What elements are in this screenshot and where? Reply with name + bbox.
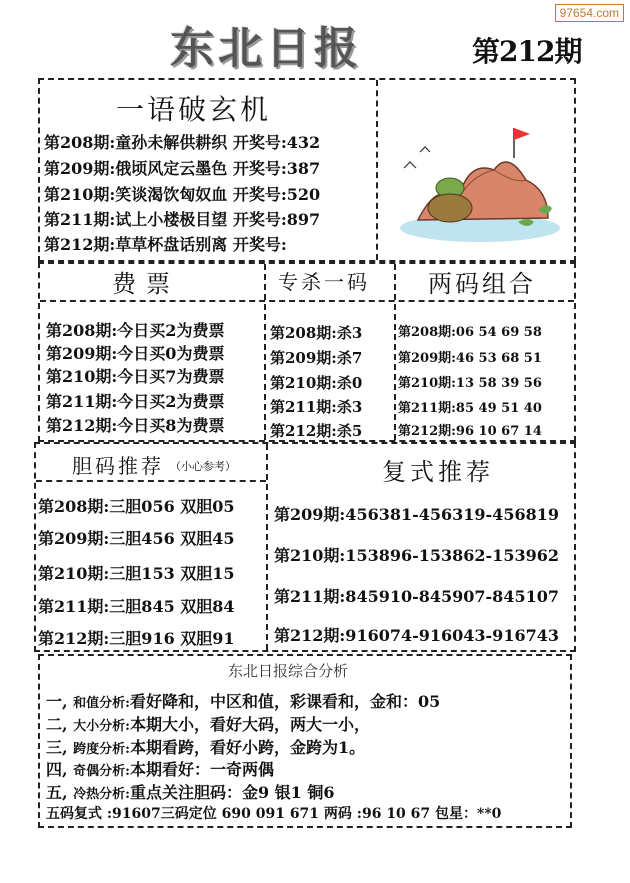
fee-ticket-line: 第210期:今日买7为费票 — [46, 367, 225, 386]
analysis-row — [46, 735, 365, 758]
two-code-line: 第208期:06 54 69 58 — [398, 325, 542, 340]
analysis-row — [46, 780, 335, 803]
section-divider — [264, 264, 266, 440]
analysis-row-text: 本期看跨，看好小跨，金跨为1。 — [129, 738, 366, 757]
dan-code-note: （小心参考） — [170, 460, 236, 473]
site-watermark[interactable]: 97654.com — [555, 4, 624, 22]
fee-ticket-title: 费票 — [112, 270, 180, 298]
analysis-row-prefix: 四, — [46, 760, 68, 779]
riddle-line: 第208期:童孙未解供耕织 开奖号:432 — [44, 133, 321, 152]
analysis-row-prefix: 一, — [46, 692, 68, 711]
two-code-line: 第209期:46 53 68 51 — [398, 351, 542, 366]
compound-title: 复式推荐 — [382, 458, 494, 486]
fee-ticket-line: 第211期:今日买2为费票 — [46, 392, 225, 411]
analysis-row-text: 本期看好：一奇两偶 — [129, 760, 274, 779]
dan-code-line: 第212期:三胆916 双胆91 — [38, 629, 235, 648]
analysis-row-label: 和值分析: — [73, 696, 130, 711]
kill-code-line: 第209期:杀7 — [270, 349, 363, 367]
issue-number: 第212期 — [472, 35, 582, 68]
dan-code-line: 第209期:三胆456 双胆45 — [38, 529, 235, 548]
riddle-title: 一语破玄机 — [116, 93, 272, 126]
kill-code-line: 第210期:杀0 — [270, 374, 363, 392]
analysis-row-label: 跨度分析: — [73, 742, 130, 757]
analysis-row-text: 重点关注胆码：金9 银1 铜6 — [129, 783, 335, 802]
fee-ticket-line: 第212期:今日买8为费票 — [46, 416, 225, 435]
compound-line: 第209期:456381-456319-456819 — [274, 505, 559, 524]
analysis-title: 东北日报综合分析 — [228, 662, 349, 680]
analysis-row-label: 冷热分析: — [73, 787, 130, 802]
two-code-line: 第212期:96 10 67 14 — [398, 424, 542, 439]
analysis-footer: 五码复式 :91607三码定位 690 091 671 两码 :96 10 67 包星：**0 — [46, 806, 502, 822]
riddle-line: 第209期:俄顷风定云墨色 开奖号:387 — [44, 159, 321, 178]
riddle-line: 第211期:试上小楼极目望 开奖号:897 — [44, 210, 321, 229]
two-code-line: 第210期:13 58 39 56 — [398, 376, 542, 391]
section-divider — [266, 444, 268, 650]
newspaper-title: 东北日报 — [170, 23, 362, 74]
riddle-line: 第210期:笑谈渴饮匈奴血 开奖号:520 — [44, 185, 321, 204]
analysis-row — [46, 689, 440, 712]
analysis-row — [46, 757, 274, 780]
kill-code-line: 第208期:杀3 — [270, 324, 363, 342]
compound-line: 第212期:916074-916043-916743 — [274, 626, 559, 645]
analysis-row-label: 奇偶分析: — [73, 764, 130, 779]
landscape-illustration — [398, 110, 570, 248]
dan-code-title: 胆码推荐 — [72, 454, 164, 478]
compound-line: 第210期:153896-153862-153962 — [274, 546, 559, 565]
kill-code-line: 第211期:杀3 — [270, 398, 363, 416]
riddle-line: 第212期:草草杯盘话别离 开奖号: — [44, 235, 287, 254]
analysis-row-label: 大小分析: — [73, 719, 130, 734]
analysis-row — [46, 712, 370, 735]
kill-code-line: 第212期:杀5 — [270, 422, 363, 440]
fee-ticket-line: 第208期:今日买2为费票 — [46, 321, 225, 340]
two-code-line: 第211期:85 49 51 40 — [398, 401, 542, 416]
section-divider — [36, 480, 266, 482]
kill-code-title: 专杀一码 — [278, 270, 370, 294]
dan-code-line: 第208期:三胆056 双胆05 — [38, 497, 235, 516]
analysis-row-text: 看好降和，中区和值，彩课看和，金和：05 — [129, 692, 441, 711]
section-divider — [40, 300, 574, 302]
analysis-row-text: 本期大小，看好大码，两大一小， — [129, 715, 370, 734]
analysis-row-prefix: 五, — [46, 783, 68, 802]
two-code-title: 两码组合 — [428, 270, 536, 298]
section-divider — [376, 80, 378, 260]
fee-ticket-line: 第209期:今日买0为费票 — [46, 344, 225, 363]
analysis-row-prefix: 二, — [46, 715, 68, 734]
section-divider — [394, 264, 396, 440]
dan-code-line: 第210期:三胆153 双胆15 — [38, 564, 235, 583]
dan-code-line: 第211期:三胆845 双胆84 — [38, 597, 235, 616]
compound-line: 第211期:845910-845907-845107 — [274, 587, 559, 606]
analysis-row-prefix: 三, — [46, 738, 68, 757]
